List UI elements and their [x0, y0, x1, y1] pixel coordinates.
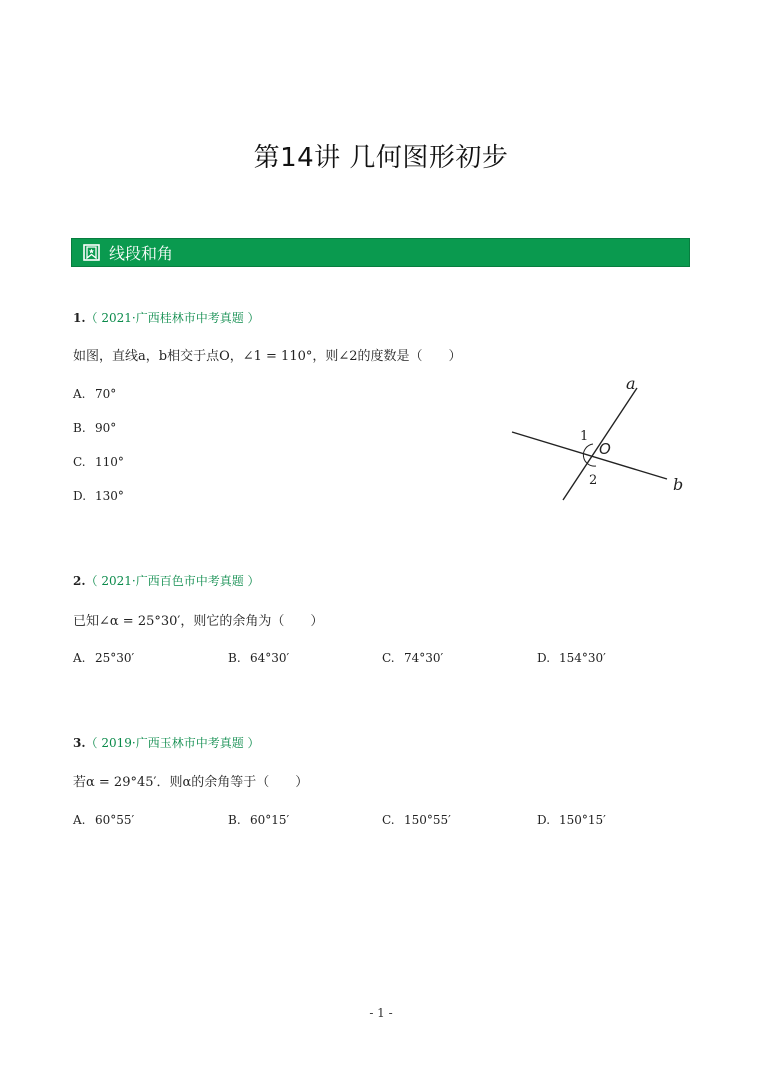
question-source: （ 2021·广西百色市中考真题 ） [85, 574, 260, 588]
option-d: D. 154°30′ [537, 651, 606, 665]
option-d: D. 150°15′ [537, 813, 606, 827]
page-title: 第14讲 几何图形初步 [253, 143, 509, 173]
question-source: （ 2021·广西桂林市中考真题 ） [85, 311, 260, 325]
question-source: （ 2019·广西玉林市中考真题 ） [85, 736, 260, 750]
option-d: D. 130° [73, 489, 124, 503]
section-label: 线段和角 [109, 244, 174, 263]
option-b: B. 60°15′ [228, 813, 290, 827]
option-c: C. 110° [73, 455, 124, 469]
option-b: B. 64°30′ [228, 651, 290, 665]
page-number: - 1 - [369, 1006, 393, 1020]
question-number: 2. [73, 574, 86, 588]
section-header [71, 238, 690, 267]
question-number: 1. [73, 311, 86, 325]
question-3-text: 若α = 29°45′．则α的余角等于（ ） [73, 775, 309, 790]
question-1-text: 如图，直线a，b相交于点O，∠1 = 110°，则∠2的度数是（ ） [73, 349, 462, 364]
bookmark-star-icon [83, 244, 100, 261]
question-2-header [73, 572, 260, 589]
label-angle-2: 2 [589, 473, 598, 488]
option-a: A. 70° [73, 387, 117, 401]
intersecting-lines-figure [505, 372, 695, 508]
question-1-header [73, 309, 260, 326]
label-o: O [599, 440, 611, 458]
label-b: b [673, 475, 684, 494]
option-c: C. 150°55′ [382, 813, 451, 827]
option-c: C. 74°30′ [382, 651, 444, 665]
option-b: B. 90° [73, 421, 117, 435]
option-a: A. 25°30′ [73, 651, 135, 665]
question-3-header [73, 734, 260, 751]
line-b [512, 432, 667, 479]
question-number: 3. [73, 736, 86, 750]
label-a: a [626, 374, 636, 393]
question-2-text: 已知∠α = 25°30′，则它的余角为（ ） [73, 614, 324, 629]
option-a: A. 60°55′ [73, 813, 135, 827]
label-angle-1: 1 [580, 429, 589, 444]
